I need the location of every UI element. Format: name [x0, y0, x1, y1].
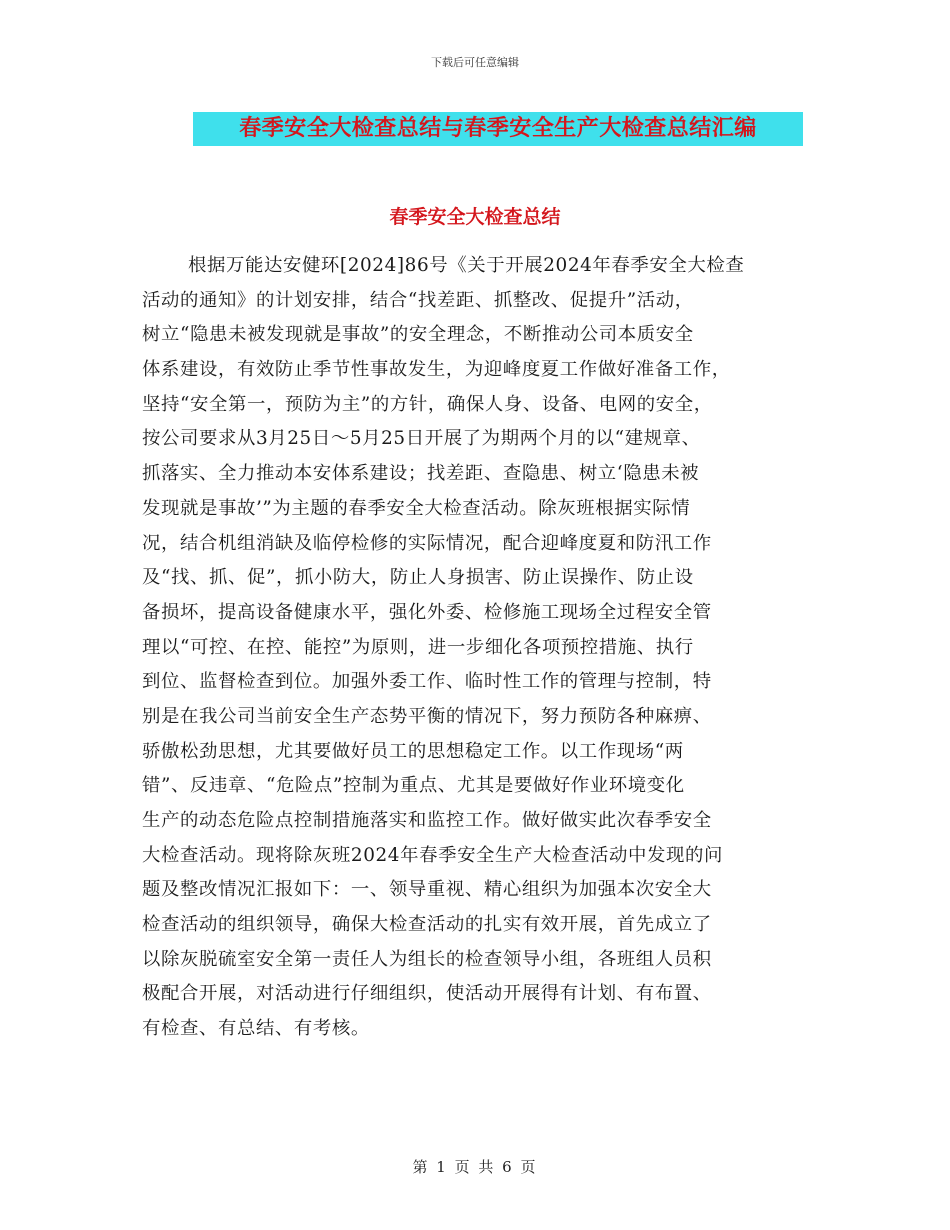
- paragraph-line: 按公司要求从3月25日～5月25日开展了为期两个月的以“建规章、: [142, 428, 701, 450]
- paragraph-line: 及“找、抓、促”，抓小防大，防止人身损害、防止误操作、防止设: [142, 567, 694, 589]
- main-title: 春季安全大检查总结与春季安全生产大检查总结汇编: [239, 116, 757, 141]
- section-title: 春季安全大检查总结: [389, 206, 561, 228]
- paragraph-line: 到位、监督检查到位。加强外委工作、临时性工作的管理与控制，特: [142, 671, 712, 693]
- paragraph-line: 活动的通知》的计划安排，结合“找差距、抓整改、促提升”活动，: [142, 289, 694, 311]
- paragraph-line: 树立“隐患未被发现就是事故”的安全理念，不断推动公司本质安全: [142, 324, 694, 346]
- paragraph-line: 生产的动态危险点控制措施落实和监控工作。做好做实此次春季安全: [142, 810, 712, 831]
- paragraph-line: 检查活动的组织领导，确保大检查活动的扎实有效开展，首先成立了: [142, 914, 712, 936]
- paragraph-line: 抓落实、全力推动本安体系建设；找差距、查隐患、树立‘隐患未被: [142, 463, 700, 485]
- paragraph-line: 体系建设，有效防止季节性事故发生，为迎峰度夏工作做好准备工作，: [142, 359, 731, 381]
- paragraph-line: 备损坏，提高设备健康水平，强化外委、检修施工现场全过程安全管: [142, 601, 712, 623]
- paragraph-line: 题及整改情况汇报如下：一、领导重视、精心组织为加强本次安全大: [142, 879, 712, 901]
- paragraph-line: 以除灰脱硫室安全第一责任人为组长的检查领导小组，各班组人员积: [142, 948, 712, 970]
- page-header-note: 下载后可任意编辑: [431, 56, 519, 69]
- paragraph-line: 发现就是事故’”为主题的春季安全大检查活动。除灰班根据实际情: [142, 497, 691, 519]
- paragraph-line: 坚持“安全第一，预防为主”的方针，确保人身、设备、电网的安全，: [142, 393, 713, 415]
- page-footer: 第 1 页 共 6 页: [412, 1158, 538, 1176]
- paragraph-line: 大检查活动。现将除灰班2024年春季安全生产大检查活动中发现的问: [142, 844, 723, 866]
- paragraph-line: 理以“可控、在控、能控”为原则，进一步细化各项预控措施、执行: [142, 636, 694, 658]
- paragraph-line: 极配合开展，对活动进行仔细组织，使活动开展得有计划、有布置、: [142, 983, 712, 1005]
- paragraph-line: 骄傲松劲思想，尤其要做好员工的思想稳定工作。以工作现场“两: [142, 740, 684, 762]
- paragraph-line: 况，结合机组消缺及临停检修的实际情况，配合迎峰度夏和防汛工作: [142, 532, 712, 554]
- paragraph-line: 错”、反违章、“危险点”控制为重点、尤其是要做好作业环境变化: [142, 775, 685, 797]
- body-paragraph: [142, 249, 808, 1047]
- paragraph-line: 别是在我公司当前安全生产态势平衡的情况下，努力预防各种麻痹、: [142, 705, 712, 727]
- paragraph-line: 有检查、有总结、有考核。: [142, 1018, 370, 1040]
- paragraph-line: 根据万能达安健环[2024]86号《关于开展2024年春季安全大检查: [188, 255, 745, 276]
- main-title-highlight: [193, 112, 803, 146]
